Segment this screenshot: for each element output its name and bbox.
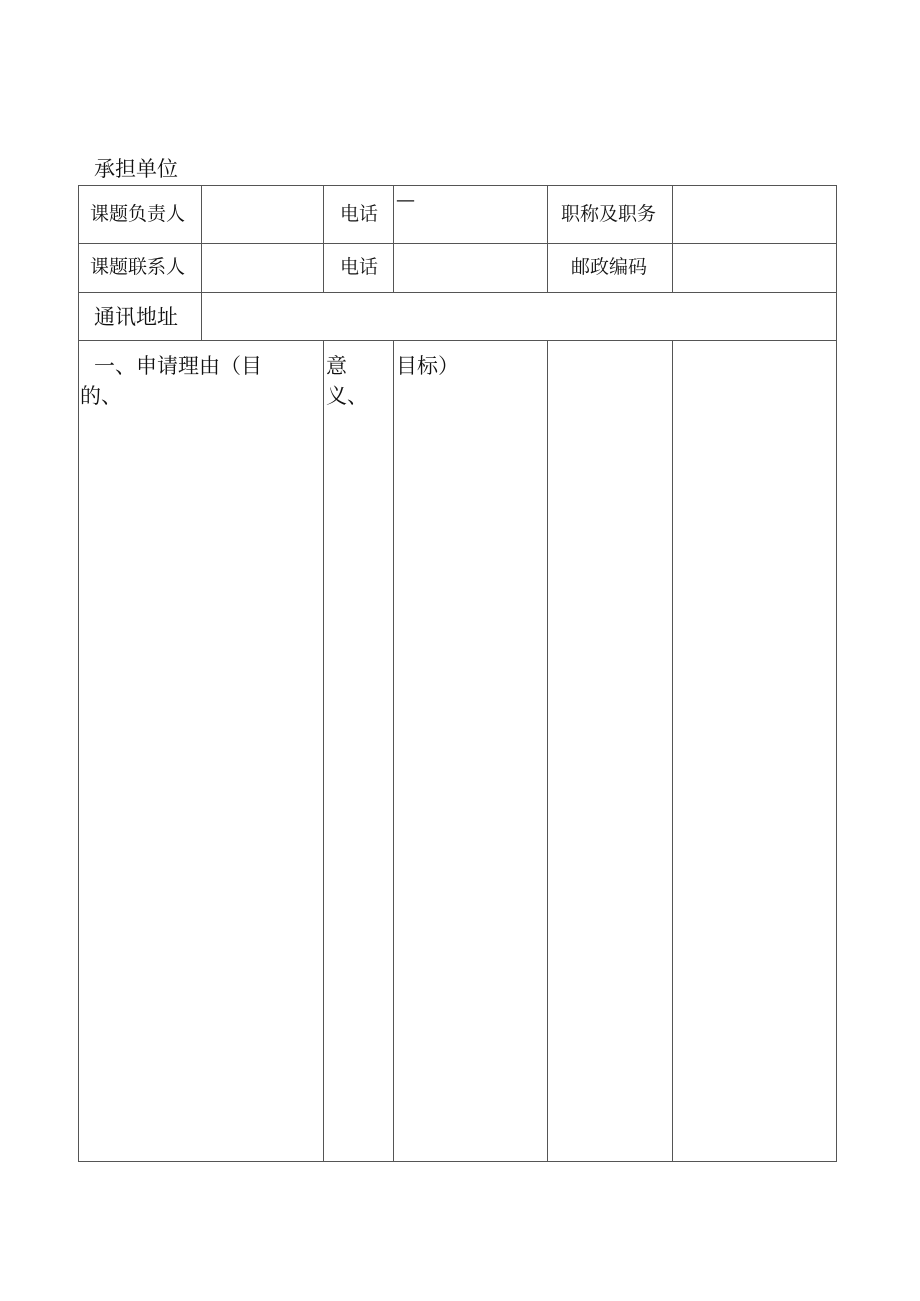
table-border-bottom bbox=[78, 1161, 837, 1162]
leader-phone-label: 电话 bbox=[340, 203, 379, 225]
table-row-divider bbox=[78, 292, 837, 293]
meaning-text-line1: 意 bbox=[326, 354, 347, 378]
title-position-label: 职称及职务 bbox=[561, 203, 657, 225]
table-col-divider bbox=[393, 340, 394, 1161]
table-col-divider bbox=[201, 185, 202, 340]
table-col-divider bbox=[672, 340, 673, 1161]
table-border-left bbox=[78, 185, 79, 1162]
table-col-divider bbox=[547, 340, 548, 1161]
leader-label: 课题负责人 bbox=[90, 203, 186, 225]
table-col-divider bbox=[547, 185, 548, 292]
contact-phone-label: 电话 bbox=[340, 256, 379, 278]
contact-label: 课题联系人 bbox=[90, 256, 186, 278]
table-border-right bbox=[836, 185, 837, 1162]
table-col-divider bbox=[323, 185, 324, 292]
reason-text-line1: 一、申请理由（目 bbox=[94, 354, 262, 378]
table-row-divider bbox=[78, 340, 837, 341]
table-row-divider bbox=[78, 243, 837, 244]
table-col-divider bbox=[323, 340, 324, 1161]
table-col-divider bbox=[672, 185, 673, 292]
leader-phone-value: — bbox=[396, 189, 415, 211]
unit-label: 承担单位 bbox=[94, 157, 178, 181]
goal-text: 目标） bbox=[396, 354, 459, 378]
table-col-divider bbox=[393, 185, 394, 292]
address-label: 通讯地址 bbox=[94, 305, 178, 329]
postcode-label: 邮政编码 bbox=[571, 256, 648, 278]
reason-text-line2: 的、 bbox=[80, 384, 122, 408]
table-border-top bbox=[78, 185, 837, 186]
meaning-text-line2: 义、 bbox=[326, 384, 368, 408]
